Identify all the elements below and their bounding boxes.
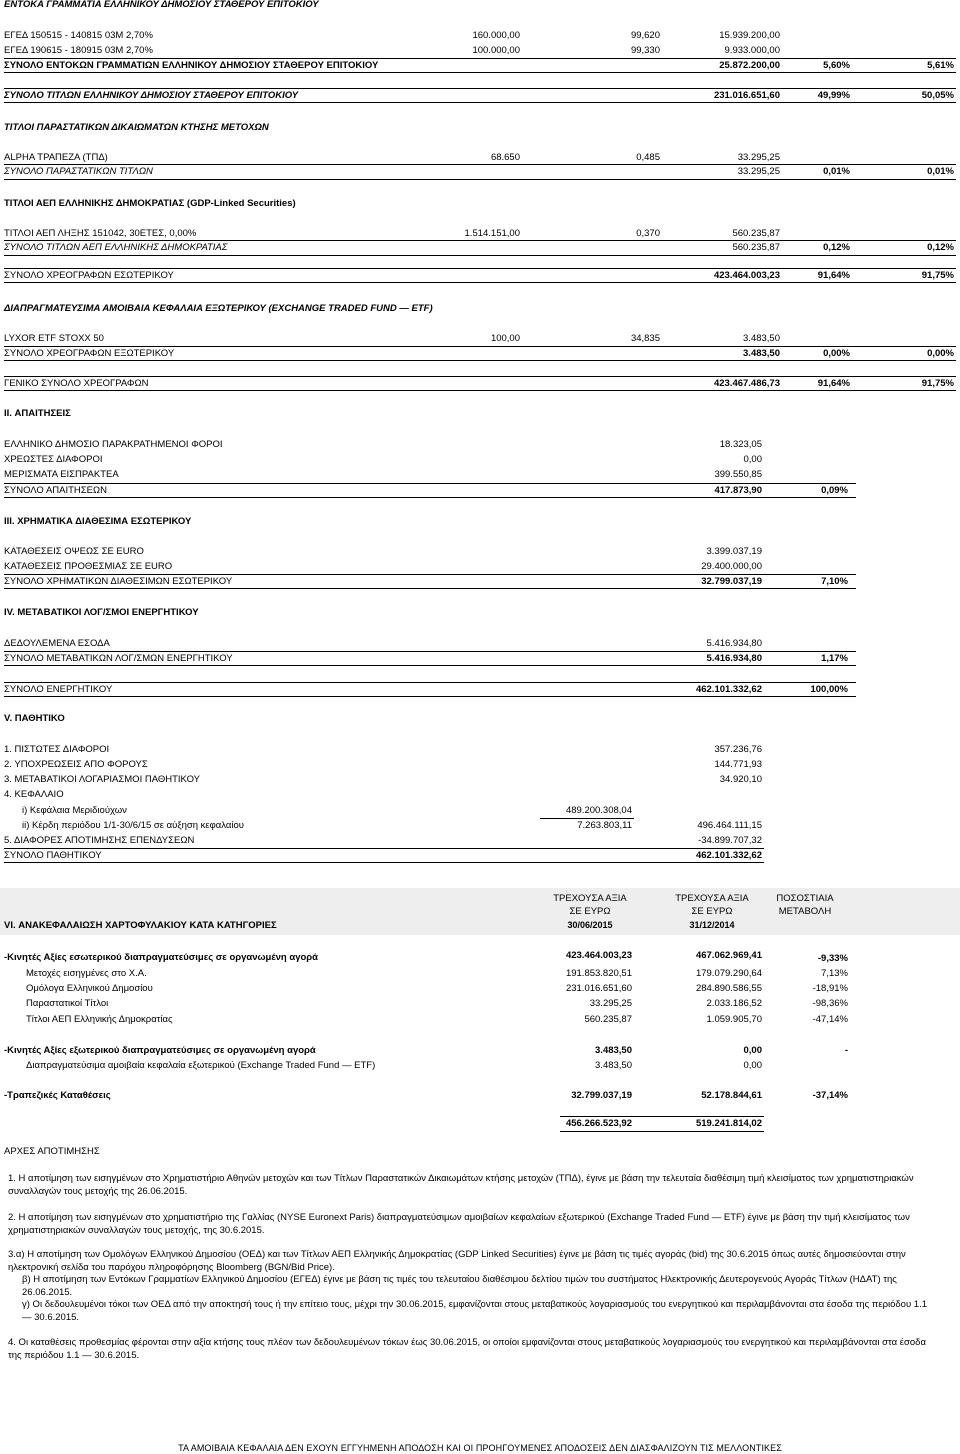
divider [4, 72, 956, 73]
total-value: 32.799.037,19 [701, 576, 762, 587]
apaitiseis-heading: II. ΑΠΑΙΤΗΣΕΙΣ [4, 408, 71, 419]
note-4: 4. Οι καταθέσεις προθεσμίας φέρονται στην αξία κτήσης τους πλέον των δεδουλευμένων τόκων έως 30.06.2015, οι οποίοι εμφανίζονται στους μεταβατικούς λογαριασμούς του ενεργητικού και περιλαμβάνονται στα έσοδα της περιόδου 1.1 — 30.6.2015. [8, 1337, 926, 1361]
total-percent-assets: 91,75% [921, 270, 954, 281]
total-value: 25.872.200,00 [719, 60, 780, 71]
col-header-line: ΤΡΕΧΟΥΣΑ ΑΞΙΑ [675, 893, 749, 904]
energitiko-total-value: 462.101.332,62 [695, 684, 762, 695]
divider [4, 268, 956, 269]
notes-heading: ΑΡΧΕΣ ΑΠΟΤΙΜΗΣΗΣ [4, 1146, 100, 1157]
total-percent-assets: 0,00% [927, 348, 954, 359]
col-header-line: ΜΕΤΑΒΟΛΗ [778, 906, 832, 917]
note-1: 1. Η αποτίμηση των εισηγμένων στο Χρηματιστήριο Αθηνών μετοχών και των Τίτλων Παραστατικών Δικαιωμάτων κτήσης μετοχών (ΤΠΔ), έγινε με βάση την τελευταία διαθέσιμη τιμή κλεισίματος των χρηματιστηριακών συναλλαγών τους μετοχής της 26.06.2015. [8, 1173, 914, 1197]
entoka-heading: ΕΝΤΟΚΑ ΓΡΑΜΜΑΤΙΑ ΕΛΛΗΝΙΚΟΥ ΔΗΜΟΣΙΟΥ ΣΤΑΘΕΡΟΥ ΕΠΙΤΟΚΙΟΥ [4, 0, 319, 10]
total-value: 462.101.332,62 [695, 850, 762, 861]
row-label: ΧΡΕΩΣΤΕΣ ΔΙΑΦΟΡΟΙ [4, 454, 103, 465]
total-percent-assets: 0,01% [927, 166, 954, 177]
diathesima-heading: III. ΧΡΗΜΑΤΙΚΑ ΔΙΑΘΕΣΙΜΑ ΕΣΩΤΕΡΙΚΟΥ [4, 516, 192, 527]
total-percent-assets: 5,61% [927, 60, 954, 71]
divider [4, 682, 856, 683]
total-label: ΣΥΝΟΛΟ ΧΡΗΜΑΤΙΚΩΝ ΔΙΑΘΕΣΙΜΩΝ ΕΣΩΤΕΡΙΚΟΥ [4, 576, 233, 587]
total-label: ΣΥΝΟΛΟ ΜΕΤΑΒΑΤΙΚΩΝ ΛΟΓ/ΣΜΩΝ ΕΝΕΡΓΗΤΙΚΟΥ [4, 653, 233, 664]
divider [4, 164, 956, 165]
row-label: ΜΕΡΙΣΜΑΤΑ ΕΙΣΠΡΑΚΤΕΑ [4, 469, 119, 480]
row-label: ALPHA ΤΡΑΠΕΖΑ (ΤΠΔ) [4, 152, 108, 163]
row-value: 496.464.111,15 [697, 820, 762, 831]
divider [4, 346, 956, 347]
row-subvalue: 489.200.308,04 [565, 805, 632, 816]
divider [4, 179, 956, 180]
change-percent: -18,91% [812, 983, 848, 994]
subtotal-label: ΣΥΝΟΛΟ ΠΑΡΑΣΤΑΤΙΚΩΝ ΤΙΤΛΩΝ [4, 166, 153, 177]
row-label: LYXOR ETF STOXX 50 [4, 333, 104, 344]
subtotal-value: 560.235,87 [732, 242, 780, 253]
total-label: ΣΥΝΟΛΟ ΧΡΕΟΓΡΑΦΩΝ ΕΞΩΤΕΡΙΚΟΥ [4, 348, 175, 359]
value-2015: 423.464.003,23 [565, 950, 632, 961]
change-percent: -98,36% [812, 998, 848, 1009]
total-percent: 1,17% [821, 653, 848, 664]
change-percent: - [844, 1045, 848, 1056]
value-2015: 3.483,50 [595, 1060, 632, 1071]
row-price: 99,330 [630, 45, 660, 56]
divider [4, 588, 856, 589]
total-value: 3.483,50 [743, 348, 780, 359]
col-header-line: ΠΟΣΟΣΤΙΑΙΑ [776, 893, 834, 904]
row-price: 0,370 [636, 228, 660, 239]
divider [4, 376, 956, 377]
row-value: 3.399.037,19 [706, 546, 762, 557]
total-2014: 519.241.814,02 [695, 1118, 762, 1129]
row-label: Παραστατικοί Τίτλοι [26, 998, 109, 1009]
divider [560, 1116, 764, 1117]
row-quantity: 1.514.151,00 [464, 228, 520, 239]
row-value: 3.483,50 [743, 333, 780, 344]
row-value: 29.400.000,00 [701, 561, 762, 572]
total-label: ΓΕΝΙΚΟ ΣΥΝΟΛΟ ΧΡΕΟΓΡΑΦΩΝ [4, 378, 149, 389]
total-label: ΣΥΝΟΛΟ ΤΙΤΛΩΝ ΕΛΛΗΝΙΚΟΥ ΔΗΜΟΣΙΟΥ ΣΤΑΘΕΡΟΥ ΕΠΙΤΟΚΙΟΥ [4, 90, 299, 101]
row-value: 399.550,85 [714, 469, 762, 480]
row-quantity: 100,00 [490, 333, 520, 344]
divider [4, 574, 856, 575]
value-2014: 0,00 [743, 1060, 762, 1071]
divider [4, 696, 856, 697]
col-header-date: 31/12/2014 [689, 920, 735, 930]
note-2: 2. Η αποτίμηση των εισηγμένων στο χρηματιστήριο της Γαλλίας (NYSE Euronext Paris) διαπραγματεύσιμων αμοιβαίων κεφαλαίων εξωτερικού (Exchange Traded Fund — ETF) έγινε με βάση την τιμή κλεισίματος των χρηματιστηριακών συναλλαγών τους μετοχής, της 30.6.2015. [8, 1212, 910, 1236]
total-value: 423.464.003,23 [713, 270, 780, 281]
row-label: 4. ΚΕΦΑΛΑΙΟ [4, 789, 64, 800]
row-value: 9.933.000,00 [724, 45, 780, 56]
row-label: ΚΑΤΑΘΕΣΕΙΣ ΟΨΕΩΣ ΣΕ EURO [4, 546, 144, 557]
row-label: Ομόλογα Ελληνικού Δημοσίου [26, 983, 153, 994]
row-value: 15.939.200,00 [719, 30, 780, 41]
row-quantity: 160.000,00 [472, 30, 520, 41]
energitiko-total-percent: 100,00% [810, 684, 848, 695]
group-label: -Κινητές Αξίες εσωτερικού διαπραγματεύσιμες σε οργανωμένη αγορά [4, 952, 319, 963]
divider [560, 1131, 764, 1132]
row-value: 33.295,25 [737, 152, 780, 163]
total-label: ΣΥΝΟΛΟ ΠΑΘΗΤΙΚΟΥ [4, 850, 102, 861]
col-header-line: ΣΕ ΕΥΡΩ [569, 906, 611, 917]
row-value: 560.235,87 [732, 228, 780, 239]
divider [4, 360, 956, 361]
row-label: Τίτλοι ΑΕΠ Ελληνικής Δημοκρατίας [26, 1014, 173, 1025]
total-2015: 456.266.523,92 [565, 1118, 632, 1129]
value-2015: 191.853.820,51 [565, 968, 632, 979]
divider [540, 818, 634, 819]
total-percent-nav: 0,12% [823, 242, 850, 253]
divider [4, 102, 956, 103]
total-percent-assets: 50,05% [921, 90, 954, 101]
parastatika-heading: ΤΙΤΛΟΙ ΠΑΡΑΣΤΑΤΙΚΩΝ ΔΙΚΑΙΩΜΑΤΩΝ ΚΤΗΣΗΣ ΜΕΤΟΧΩΝ [4, 122, 269, 133]
total-percent-nav: 91,64% [817, 378, 850, 389]
note-3b: β) Η αποτίμηση των Εντόκων Γραμματίων Ελληνικού Δημοσίου (ΕΓΕΔ) έγινε με βάση τις τιμές του τελευταίου διαθέσιμου δελτίου τιμών του συστήματος Ηλεκτρονικής Δευτερογενούς Αγοράς Τίτλων (ΗΔΑΤ) της 26.06.2015. [22, 1274, 897, 1298]
row-value: 357.236,76 [714, 744, 762, 755]
total-value: 231.016.651,60 [713, 90, 780, 101]
total-percent-nav: 49,99% [817, 90, 850, 101]
row-label: 3. ΜΕΤΑΒΑΤΙΚΟΙ ΛΟΓΑΡΙΑΣΜΟΙ ΠΑΘΗΤΙΚΟΥ [4, 774, 200, 785]
divider [4, 58, 956, 59]
total-percent-nav: 5,60% [823, 60, 850, 71]
group-label: -Τραπεζικές Καταθέσεις [4, 1090, 111, 1101]
change-percent: -37,14% [812, 1090, 848, 1101]
divider [4, 88, 956, 89]
row-label: ii) Κέρδη περιόδου 1/1-30/6/15 σε αύξηση κεφαλαίου [22, 820, 244, 831]
subtotal-value: 33.295,25 [737, 166, 780, 177]
row-quantity: 68.650 [490, 152, 520, 163]
row-quantity: 100.000,00 [472, 45, 520, 56]
value-2015: 33.295,25 [589, 998, 632, 1009]
footer-disclaimer: ΤΑ ΑΜΟΙΒΑΙΑ ΚΕΦΑΛΑΙΑ ΔΕΝ ΕΧΟΥΝ ΕΓΓΥΗΜΕΝΗ ΑΠΟΔΟΣΗ ΚΑΙ ΟΙ ΠΡΟΗΓΟΥΜΕΝΕΣ ΑΠΟΔΟΣΕΙΣ ΔΕΝ ΔΙΑΣΦΑΛΙΖΟΥΝ ΤΙΣ ΜΕΛΛΟΝΤΙΚΕΣ [178, 1443, 782, 1453]
col-header-line: ΤΡΕΧΟΥΣΑ ΑΞΙΑ [553, 893, 627, 904]
change-percent: -47,14% [812, 1014, 848, 1025]
row-label: i) Κεφάλαια Μεριδιούχων [22, 805, 127, 816]
row-value: 18.323,05 [719, 439, 762, 450]
row-label: ΔΕΔΟΥΛΕΜΕΝΑ ΕΣΟΔΑ [4, 638, 110, 649]
value-2015: 231.016.651,60 [565, 983, 632, 994]
total-label: ΣΥΝΟΛΟ ΑΠΑΙΤΗΣΕΩΝ [4, 485, 107, 496]
group-label: -Κινητές Αξίες εξωτερικού διαπραγματεύσιμες σε οργανωμένη αγορά [4, 1045, 316, 1056]
row-label: Διαπραγματεύσιμα αμοιβαία κεφαλαία εξωτερικού (Exchange Traded Fund — ETF) [26, 1060, 376, 1071]
row-value: -34.899.707,32 [698, 835, 762, 846]
value-2014: 1.059.905,70 [706, 1014, 762, 1025]
divider [4, 665, 856, 666]
change-percent: -9,33% [817, 953, 848, 964]
row-value: 5.416.934,80 [706, 638, 762, 649]
total-percent-nav: 0,00% [823, 348, 850, 359]
row-price: 34,835 [630, 333, 660, 344]
row-label: ΚΑΤΑΘΕΣΕΙΣ ΠΡΟΘΕΣΜΙΑΣ ΣΕ EURO [4, 561, 173, 572]
divider [4, 862, 764, 863]
metavatikoi-heading: IV. ΜΕΤΑΒΑΤΙΚΟΙ ΛΟΓ/ΣΜΟΙ ΕΝΕΡΓΗΤΙΚΟΥ [4, 607, 199, 618]
summary-heading: VI. ΑΝΑΚΕΦΑΛΑΙΩΣΗ ΧΑΡΤΟΦΥΛΑΚΙΟΥ ΚΑΤΑ ΚΑΤΗΓΟΡΙΕΣ [4, 920, 277, 931]
energitiko-total-label: ΣΥΝΟΛΟ ΕΝΕΡΓΗΤΙΚΟΥ [4, 684, 113, 695]
value-2014: 467.062.969,41 [695, 950, 762, 961]
row-label: ΕΓΕΔ 150515 - 140815 03M 2,70% [4, 30, 153, 41]
total-percent-assets: 0,12% [927, 242, 954, 253]
row-price: 99,620 [630, 30, 660, 41]
change-percent: 7,13% [821, 968, 848, 979]
row-value: 0,00 [743, 454, 762, 465]
total-value: 423.467.486,73 [713, 378, 780, 389]
note-3c: γ) Οι δεδουλευμένοι τόκοι των ΟΕΔ από την αποκτησή τους ή την επίτειο τους, μέχρι την 30.06.2015, εμφανίζονται στους μεταβατικούς λογαριασμούς του ενεργητικού και περιλαμβάνονται στα έσοδα της περιόδου 1.1 — 30.6.2015. [22, 1299, 927, 1323]
divider [4, 483, 856, 484]
row-label: 5. ΔΙΑΦΟΡΕΣ ΑΠΟΤΙΜΗΣΗΣ ΕΠΕΝΔΥΣΕΩΝ [4, 835, 195, 846]
pathitiko-heading: V. ΠΑΘΗΤΙΚΟ [4, 713, 65, 724]
note-3a: 3.α) Η αποτίμηση των Ομολόγων Ελληνικού Δημοσίου (ΟΕΔ) και των Τίτλων ΑΕΠ Ελληνικής Δημοκρατίας (GDP Linked Securities) έγινε με βάση τις τιμές αγοράς (bid) της 30.6.2015 όπως αυτές δημοσιεύονται στην ηλεκτρονική σελίδα του παρόχου πληροφόρησης Bloomberg (BGN/Bid Price). [8, 1249, 906, 1273]
total-percent-nav: 91,64% [817, 270, 850, 281]
total-value: 417.873,90 [714, 485, 762, 496]
row-subvalue: 7.263.803,11 [577, 820, 632, 831]
value-2015: 560.235,87 [584, 1014, 632, 1025]
total-value: 5.416.934,80 [706, 653, 762, 664]
row-label: ΤΙΤΛΟΙ ΑΕΠ ΛΗΞΗΣ 151042, 30ΕΤΕΣ, 0,00% [4, 228, 197, 239]
value-2014: 2.033.186,52 [706, 998, 762, 1009]
total-percent-nav: 0,01% [823, 166, 850, 177]
total-label: ΣΥΝΟΛΟ ΕΝΤΟΚΩΝ ΓΡΑΜΜΑΤΙΩΝ ΕΛΛΗΝΙΚΟΥ ΔΗΜΟΣΙΟΥ ΣΤΑΘΕΡΟΥ ΕΠΙΤΟΚΙΟΥ [4, 60, 379, 71]
subtotal-label: ΣΥΝΟΛΟ ΤΙΤΛΩΝ ΑΕΠ ΕΛΛΗΝΙΚΗΣ ΔΗΜΟΚΡΑΤΙΑΣ [4, 242, 228, 253]
row-label: ΕΛΛΗΝΙΚΟ ΔΗΜΟΣΙΟ ΠΑΡΑΚΡΑΤΗΜΕΝΟΙ ΦΟΡΟΙ [4, 439, 223, 450]
divider [4, 282, 956, 283]
row-label: Μετοχές εισηγμένες στο Χ.Α. [26, 968, 147, 979]
row-value: 144.771,93 [714, 759, 762, 770]
aep-heading: ΤΙΤΛΟΙ ΑΕΠ ΕΛΛΗΝΙΚΗΣ ΔΗΜΟΚΡΑΤΙΑΣ (GDP-Linked Securities) [4, 198, 296, 209]
row-price: 0,485 [636, 152, 660, 163]
divider [4, 651, 856, 652]
total-percent-assets: 91,75% [921, 378, 954, 389]
row-value: 34.920,10 [719, 774, 762, 785]
row-label: 1. ΠΙΣΤΩΤΕΣ ΔΙΑΦΟΡΟΙ [4, 744, 110, 755]
total-percent: 7,10% [821, 576, 848, 587]
value-2014: 0,00 [743, 1045, 762, 1056]
divider [4, 390, 956, 391]
divider [4, 240, 956, 241]
total-label: ΣΥΝΟΛΟ ΧΡΕΟΓΡΑΦΩΝ ΕΣΩΤΕΡΙΚΟΥ [4, 270, 174, 281]
value-2014: 284.890.586,55 [695, 983, 762, 994]
divider [4, 255, 956, 256]
divider [4, 848, 764, 849]
value-2015: 32.799.037,19 [571, 1090, 632, 1101]
value-2014: 179.079.290,64 [695, 968, 762, 979]
divider [4, 497, 856, 498]
etf-heading: ΔΙΑΠΡΑΓΜΑΤΕΥΣΙΜΑ ΑΜΟΙΒΑΙΑ ΚΕΦΑΛΑΙΑ ΕΞΩΤΕΡΙΚΟΥ (EXCHANGE TRADED FUND — ETF) [4, 303, 433, 314]
col-header-line: ΣΕ ΕΥΡΩ [691, 906, 733, 917]
value-2014: 52.178.844,61 [701, 1090, 762, 1101]
row-label: ΕΓΕΔ 190615 - 180915 03M 2,70% [4, 45, 153, 56]
total-percent: 0,09% [821, 485, 848, 496]
row-label: 2. ΥΠΟΧΡΕΩΣΕΙΣ ΑΠΟ ΦΟΡΟΥΣ [4, 759, 148, 770]
col-header-date: 30/06/2015 [567, 920, 613, 930]
value-2015: 3.483,50 [595, 1045, 632, 1056]
